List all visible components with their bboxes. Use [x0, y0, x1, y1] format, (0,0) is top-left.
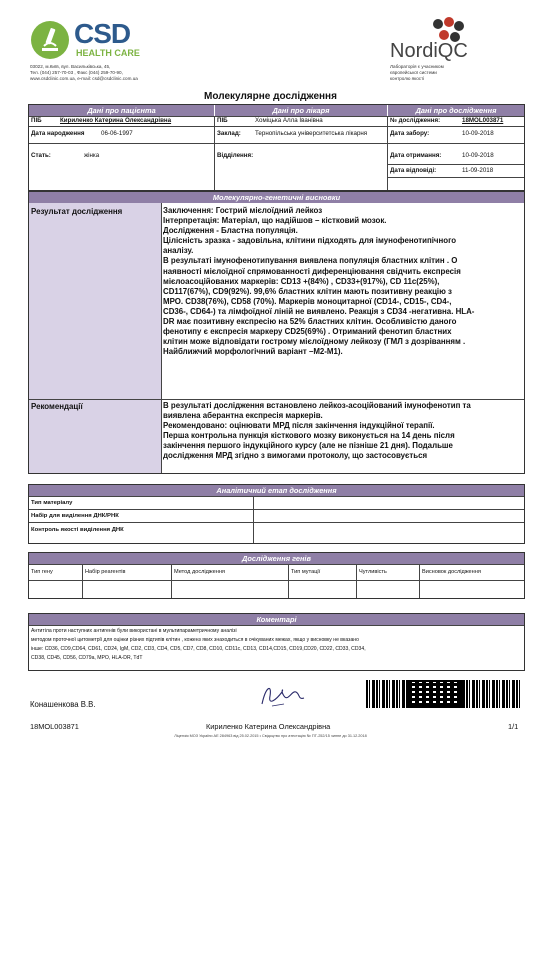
study-header-label: Дані про дослідження — [415, 106, 497, 115]
rec-line: Рекомендовано: оцінювати МРД після закінчення індукційної терапії. — [163, 421, 435, 431]
doctor-header — [215, 105, 387, 116]
patient-header-label: Дані про пацієнта — [87, 106, 156, 115]
report-page — [18, 12, 523, 748]
divider — [388, 126, 524, 127]
divider — [82, 564, 83, 598]
divider — [29, 399, 524, 400]
sex-value: жінка — [84, 152, 100, 159]
genes-col-conclusion: Висновок дослідження — [422, 569, 481, 575]
nordiqc-line: контролю якості — [390, 76, 425, 81]
nordiqc-line: Лабораторія є учасником — [390, 64, 444, 69]
result-text — [163, 206, 523, 357]
result-line: Інтерпретація: Матеріал, що надійшов – кістковий мозок. — [163, 216, 387, 226]
divider — [388, 164, 524, 165]
divider — [29, 126, 214, 127]
result-line: CD36-, CD64-) та лімфоїдної ліній не виявлено. Реакція з CD34 -негативна. HLA- — [163, 306, 475, 316]
result-line: клітин може відповідати гострому мієлоїдному лейкозу (ГМЛ з дозріванням . — [163, 337, 466, 347]
genetic-header — [29, 192, 524, 203]
comments-section — [28, 613, 525, 671]
divider — [29, 496, 524, 497]
nordiqc-logo — [390, 16, 510, 64]
comment-line: інше: CD36, CD9,CD64, CD61, CD24, IgM, CD2, CD3, CD4, CD5, CD7, CD8, CD10, CD11c, CD13, CD14,CD15, CD19,CD20, CD22, CD33, CD34, — [31, 646, 366, 652]
genes-col-type: Тип гену — [31, 569, 53, 575]
genes-header-label: Дослідження генів — [242, 554, 311, 563]
divider — [356, 564, 357, 598]
material-type-label: Тип матеріалу — [31, 500, 73, 506]
result-line: наявності мієлоїдної спрямованності диференціювання свідчить експресія — [163, 266, 461, 276]
divider — [215, 126, 387, 127]
divider — [29, 509, 524, 510]
rec-line: Перша контрольна пункція кісткового мозку виконується на 14 день після — [163, 431, 455, 441]
divider — [388, 143, 524, 144]
result-line: фенотипу є експресія маркеру CD25(69%) . Отриманий фенотип бластних — [163, 327, 452, 337]
microscope-icon — [30, 20, 70, 60]
divider — [29, 625, 524, 626]
divider — [29, 143, 214, 144]
pib-label: ПІБ — [31, 117, 42, 124]
nordiqc-name: NordiQC — [390, 40, 468, 62]
doctor-pib-value: Хоміцька Алла Іванівна — [255, 117, 323, 124]
genes-col-mutation: Тип мутації — [291, 569, 321, 575]
result-line: Цілісність зразка - задовільна, клітини підходять для імунофенотипічного — [163, 236, 457, 246]
result-line: В результаті імунофенотипування виявлена популяція бластних клітин . О — [163, 256, 458, 266]
qr-code — [406, 680, 462, 708]
divider — [388, 177, 524, 178]
comment-line: Антитіла проти наступних антигенів були використані в мультипараметричному аналізі — [31, 628, 237, 634]
dna-qc-label: Контроль якості виділення ДНК — [31, 527, 124, 533]
csd-logo — [30, 16, 160, 64]
comments-header-label: Коментарі — [256, 615, 297, 624]
genes-col-sensitivity: Чутливість — [359, 569, 387, 575]
study-number-label: № дослідження: — [390, 117, 441, 124]
genes-section — [28, 552, 525, 599]
divider — [253, 496, 254, 543]
analytic-header-label: Аналітичний етап дослідження — [216, 486, 337, 495]
divider — [387, 116, 388, 190]
recommendations-label: Рекомендації — [31, 402, 83, 411]
brand-name: CSD — [74, 18, 131, 49]
clinic-label: Заклад: — [217, 130, 241, 137]
divider — [171, 564, 172, 598]
result-label: Результат дослідження — [31, 207, 123, 216]
result-line: DR має позитивну експресію на 52% бластних клітин. Особливістю даного — [163, 317, 457, 327]
analytic-header — [29, 485, 524, 496]
nordiqc-line: європейської системи — [390, 70, 437, 75]
dob-label: Дата народження — [31, 130, 85, 137]
address-line: 03022, м.Київ, вул. Васильківська, 45, — [30, 64, 111, 69]
comments-header — [29, 614, 524, 625]
comment-line: методом проточної цитометрії для оцінки різних підтипів клітин , коженз яких знаходиться в очікуваних межах, якщо у висновку не вказано — [31, 637, 359, 643]
result-line: Заключення: Гострий мієлоїдний лейкоз — [163, 206, 323, 215]
study-header — [388, 105, 524, 116]
recommendations-text — [163, 401, 523, 462]
answer-date-value: 11-09-2018 — [462, 167, 494, 174]
analytic-section — [28, 484, 525, 544]
divider — [29, 580, 524, 581]
result-line: CD117(67%), CD9(92%). 99,6% бластних клітин мають позитивну реакцію з — [163, 286, 452, 296]
result-line: аналізу. — [163, 246, 194, 256]
patient-info-table — [28, 104, 525, 191]
result-line: Найближчий морфологічний варіант –М2-М1). — [163, 347, 343, 357]
pib-value: Кириленко Катерина Олександрівна — [60, 117, 172, 124]
rec-line: виявлена аберантна експресія маркерів. — [163, 411, 323, 421]
nordiqc-note — [390, 64, 500, 82]
result-line: мієлоасоційованих маркерів: CD13 +(84%) , CD33+(917%), CD 11c(25%), — [163, 276, 440, 286]
result-line: Дослідження - Бластна популяція. — [163, 226, 298, 236]
signature-icon — [254, 680, 314, 710]
genetic-section — [28, 191, 525, 474]
genes-col-method: Метод дослідження — [174, 569, 225, 575]
clinic-value: Тернопільська університетська лікарня — [255, 130, 368, 137]
genes-header — [29, 553, 524, 564]
clinic-address — [30, 64, 230, 82]
address-line: www.csdclinic.com.ua, e-mail: csd@csdclinic.com.ua — [30, 76, 138, 81]
doctor-pib-label: ПІБ — [217, 117, 228, 124]
brand-subtitle: HEALTH CARE — [76, 48, 140, 58]
department-label: Відділення: — [217, 152, 254, 159]
address-line: Тел. (044) 257-70-03 , Факс (044) 259-70-90, — [30, 70, 123, 75]
receive-date-value: 10-09-2018 — [462, 152, 494, 159]
divider — [214, 116, 215, 190]
genes-col-kit: Набір реагентів — [85, 569, 126, 575]
rec-line: дослідження МРД згідно з вимогами протоколу, що застосовується — [163, 451, 428, 461]
doctor-header-label: Дані про лікаря — [272, 106, 330, 115]
sex-label: Стать: — [31, 152, 51, 159]
receive-date-label: Дата отримання: — [390, 152, 442, 159]
divider — [161, 203, 162, 473]
page-title: Молекулярне дослідження — [204, 91, 337, 102]
comments-text — [31, 627, 521, 663]
dob-value: 06-06-1997 — [101, 130, 133, 137]
rec-line: В результаті дослідження встановлено лейкоз-асоційований імунофенотип та — [163, 401, 471, 410]
collect-date-value: 10-09-2018 — [462, 130, 494, 137]
divider — [288, 564, 289, 598]
divider — [215, 143, 387, 144]
signer-name: Конашенкова В.В. — [30, 700, 96, 709]
divider — [29, 522, 524, 523]
dna-kit-label: Набір для виділення ДНК/РНК — [31, 513, 119, 519]
footer-page-number: 1/1 — [508, 722, 519, 731]
comment-line: CD38, CD45, CD56, CD79a, MPO, HLA-DR, TdT — [31, 655, 143, 661]
patient-header — [29, 105, 214, 116]
footer-patient-name: Кириленко Катерина Олександрівна — [206, 722, 331, 731]
footer-license: Ліцензія МОЗ України АЕ 284963 від 25.02.2015 • Свідоцтво про атестацію № ПТ-252/15 чинне до 31.12.2018 — [174, 734, 367, 738]
genetic-label-column — [29, 203, 161, 473]
rec-line: закінчення першого індукційного курсу (але не пізніше 21 дня). Подальше — [163, 441, 453, 451]
answer-date-label: Дата відповіді: — [390, 167, 437, 174]
study-number-value: 18MOL003871 — [462, 117, 504, 124]
divider — [29, 564, 524, 565]
divider — [419, 564, 420, 598]
result-line: МРО. CD38(76%), CD58 (70%). Маркерів моноцитарної (CD14-, CD15-, CD4-, — [163, 296, 452, 306]
collect-date-label: Дата забору: — [390, 130, 430, 137]
genetic-header-label: Молекулярно-генетичні висновки — [212, 193, 341, 202]
footer-doc-number: 18MOL003871 — [30, 722, 79, 731]
